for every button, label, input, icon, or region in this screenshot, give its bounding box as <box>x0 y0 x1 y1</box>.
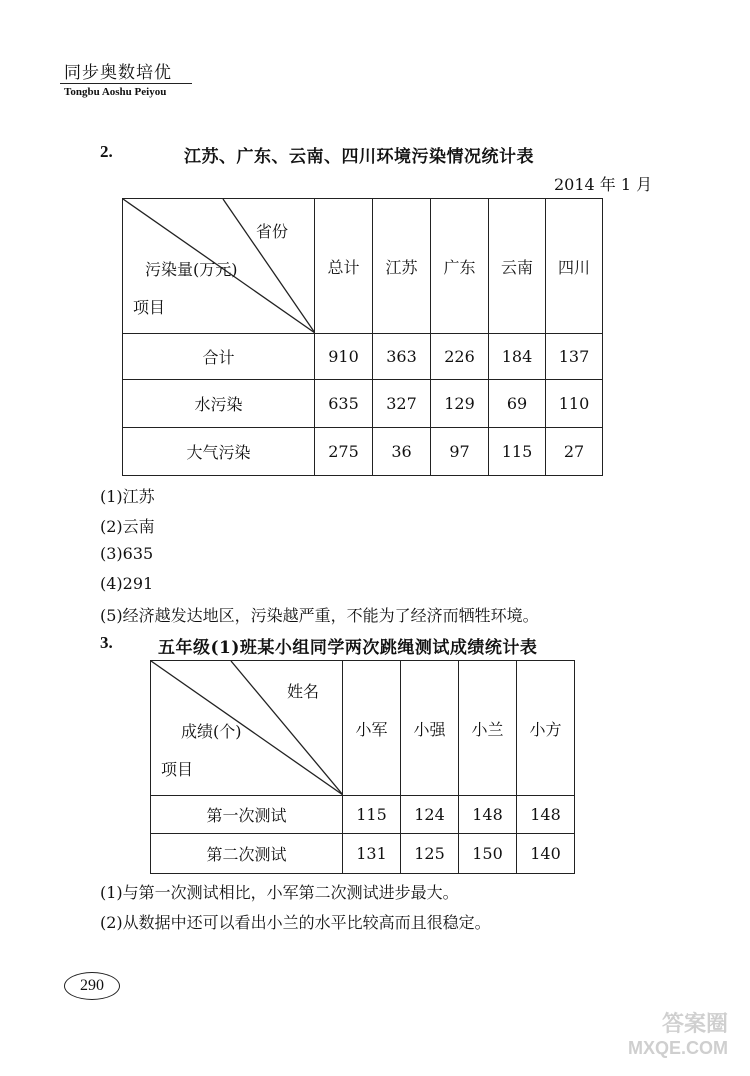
q3-corner-top: 姓名 <box>287 682 320 701</box>
table-cell: 184 <box>489 334 546 380</box>
table-cell: 131 <box>343 834 401 874</box>
table-row <box>123 428 603 476</box>
table-cell: 327 <box>373 380 431 428</box>
table-cell: 115 <box>343 796 401 834</box>
q3-table <box>150 660 575 874</box>
q3-col-header: 小军 <box>343 661 401 796</box>
book-subtitle: Tongbu Aoshu Peiyou <box>64 86 167 98</box>
header-rule <box>60 83 192 84</box>
q3-answer-1: (1)与第一次测试相比，小军第二次测试进步最大。 <box>100 883 459 902</box>
q2-title: 江苏、广东、云南、四川环境污染情况统计表 <box>184 147 534 167</box>
q2-answer-4: (4)291 <box>100 574 154 593</box>
q3-corner-bottom: 项目 <box>161 760 194 779</box>
table-row <box>151 796 575 834</box>
q3-number: 3. <box>100 633 113 652</box>
table-cell: 129 <box>431 380 489 428</box>
table-cell: 137 <box>546 334 603 380</box>
page-number: 290 <box>64 972 120 1000</box>
watermark-line-2: MXQE.COM <box>627 1038 728 1058</box>
q2-corner-middle: 污染量(万元) <box>145 260 238 279</box>
table-cell: 110 <box>546 380 603 428</box>
q2-row-label: 水污染 <box>123 380 315 428</box>
q3-row-label: 第二次测试 <box>151 834 343 874</box>
q2-date: 2014 年 1 月 <box>554 175 653 194</box>
q2-table <box>122 198 603 476</box>
q2-col-header: 广东 <box>431 199 489 334</box>
table-cell: 115 <box>489 428 546 476</box>
table-cell: 150 <box>459 834 517 874</box>
table-cell: 148 <box>459 796 517 834</box>
table-row <box>151 834 575 874</box>
q3-corner-middle: 成绩(个) <box>181 722 242 741</box>
q3-col-header: 小兰 <box>459 661 517 796</box>
q2-answer-2: (2)云南 <box>100 517 155 536</box>
q2-col-header: 云南 <box>489 199 546 334</box>
table-row <box>123 334 603 380</box>
q2-corner-cell <box>123 199 315 334</box>
q3-col-header: 小方 <box>517 661 575 796</box>
table-cell: 140 <box>517 834 575 874</box>
table-cell: 363 <box>373 334 431 380</box>
q2-answer-5: (5)经济越发达地区，污染越严重，不能为了经济而牺牲环境。 <box>100 606 539 625</box>
q3-col-header: 小强 <box>401 661 459 796</box>
table-cell: 635 <box>315 380 373 428</box>
q2-row-label: 大气污染 <box>123 428 315 476</box>
q3-title: 五年级(1)班某小组同学两次跳绳测试成绩统计表 <box>158 638 538 658</box>
table-cell: 226 <box>431 334 489 380</box>
table-cell: 36 <box>373 428 431 476</box>
table-cell: 910 <box>315 334 373 380</box>
q3-row-label: 第一次测试 <box>151 796 343 834</box>
q2-col-header: 四川 <box>546 199 603 334</box>
q2-corner-bottom: 项目 <box>133 298 166 317</box>
q2-header-row <box>123 199 603 334</box>
q2-col-header: 总计 <box>315 199 373 334</box>
table-cell: 148 <box>517 796 575 834</box>
table-cell: 69 <box>489 380 546 428</box>
q2-answer-1: (1)江苏 <box>100 487 155 506</box>
watermark <box>628 1012 728 1060</box>
table-cell: 275 <box>315 428 373 476</box>
table-cell: 125 <box>401 834 459 874</box>
table-cell: 27 <box>546 428 603 476</box>
q2-answer-3: (3)635 <box>100 544 154 563</box>
book-title: 同步奥数培优 <box>64 63 172 83</box>
q2-col-header: 江苏 <box>373 199 431 334</box>
table-cell: 97 <box>431 428 489 476</box>
q2-row-label: 合计 <box>123 334 315 380</box>
q3-header-row <box>151 661 575 796</box>
q2-corner-top: 省份 <box>256 222 289 241</box>
q2-number: 2. <box>100 142 113 161</box>
table-cell: 124 <box>401 796 459 834</box>
table-row <box>123 380 603 428</box>
q3-corner-cell <box>151 661 343 796</box>
q3-answer-2: (2)从数据中还可以看出小兰的水平比较高而且很稳定。 <box>100 913 491 932</box>
watermark-line-1: 答案圈 <box>661 1011 728 1036</box>
